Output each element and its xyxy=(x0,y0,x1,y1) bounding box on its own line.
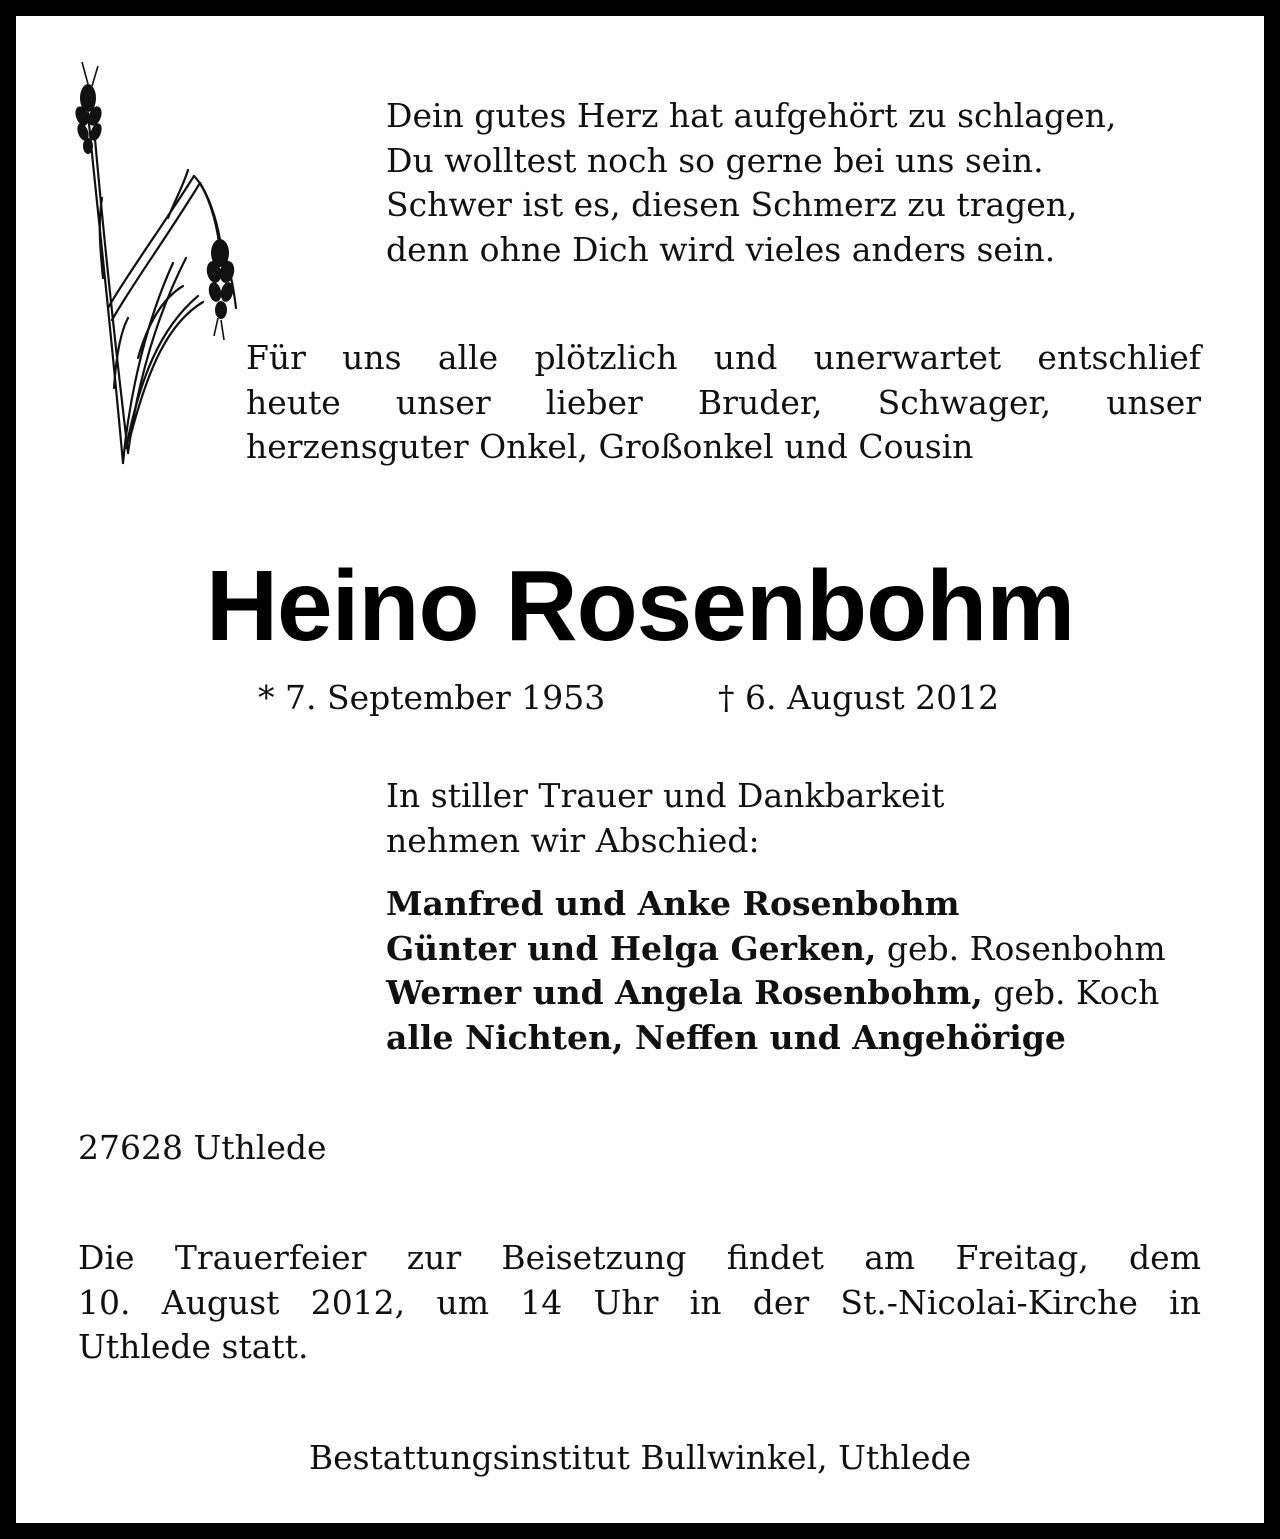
poem-line: Dein gutes Herz hat aufgehört zu schlagen, xyxy=(386,96,1117,135)
intro-text xyxy=(246,336,1201,470)
life-dates xyxy=(0,676,1280,726)
ceremony-line: Uthlede statt. xyxy=(78,1327,309,1366)
farewell-line: In stiller Trauer und Dankbarkeit xyxy=(386,776,945,815)
birth-date: * 7. September 1953 xyxy=(258,678,606,717)
death-date: † 6. August 2012 xyxy=(718,678,1000,717)
address: 27628 Uthlede xyxy=(78,1128,327,1167)
mourner-name: Werner und Angela Rosenbohm, xyxy=(386,973,983,1012)
wheat-icon xyxy=(68,58,248,468)
deceased-name: Heino Rosenbohm xyxy=(205,550,1075,662)
ceremony-text xyxy=(78,1236,1201,1370)
mourner-name: alle Nichten, Neffen und Angehörige xyxy=(386,1017,1066,1057)
poem-line: denn ohne Dich wird vieles anders sein. xyxy=(386,229,1056,269)
mourner-note: geb. Rosenbohm xyxy=(886,928,1166,968)
intro-line: Für uns alle plötzlich und unerwartet entschlief xyxy=(246,338,1201,377)
farewell-text xyxy=(386,774,944,863)
mourner-note: geb. Koch xyxy=(993,973,1160,1012)
mourner-entry xyxy=(386,927,1166,972)
mourner-name: Günter und Helga Gerken, xyxy=(386,928,877,968)
mourner-entry xyxy=(386,971,1166,1016)
poem xyxy=(386,94,1116,272)
ceremony-line: Die Trauerfeier zur Beisetzung findet am Freitag, dem xyxy=(78,1238,1201,1277)
mourner-entry xyxy=(386,1016,1166,1061)
mourners-list xyxy=(386,882,1166,1060)
intro-line: herzensguter Onkel, Großonkel und Cousin xyxy=(246,427,974,466)
mourner-entry xyxy=(386,882,1166,927)
funeral-home: Bestattungsinstitut Bullwinkel, Uthlede xyxy=(308,1438,972,1477)
poem-line: Du wolltest noch so gerne bei uns sein. xyxy=(386,140,1044,180)
ceremony-line: 10. August 2012, um 14 Uhr in der St.-Nicolai-Kirche in xyxy=(78,1282,1201,1322)
intro-line: heute unser lieber Bruder, Schwager, unser xyxy=(246,382,1201,422)
mourner-name: Manfred und Anke Rosenbohm xyxy=(386,884,960,923)
poem-line: Schwer ist es, diesen Schmerz zu tragen, xyxy=(386,185,1078,224)
farewell-line: nehmen wir Abschied: xyxy=(386,820,760,860)
